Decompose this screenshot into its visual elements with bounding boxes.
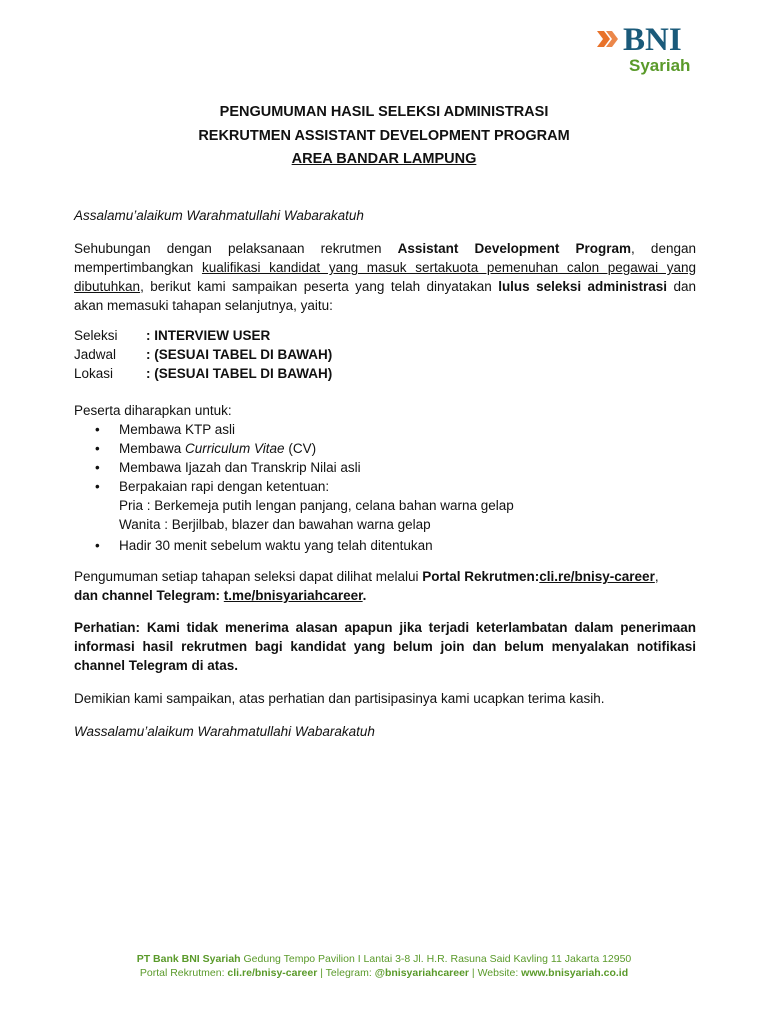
footer-sep: | Telegram: [317,967,375,979]
portal-label: Portal Rekrutmen: [422,569,540,584]
footer-contacts [0,966,768,980]
item-text: (CV) [284,441,317,456]
portal-text-2: , [654,569,659,584]
list-item [74,536,696,555]
bni-logo-mark-icon [596,28,622,50]
info-value: : (SESUAI TABEL DI BAWAH) [146,366,333,381]
item-text-italic: Curriculum Vitae [185,441,285,456]
item-text: Berpakaian rapi dengan ketentuan: [119,479,330,494]
closing-text: Demikian kami sampaikan, atas perhatian dan partisipasinya kami ucapkan terima kasih. [74,691,605,706]
requirements-list-cont [74,536,696,555]
footer-telegram[interactable]: @bnisyariahcareer [374,967,470,979]
footer-website[interactable]: www.bnisyariah.co.id [521,967,629,979]
title-line-1: PENGUMUMAN HASIL SELEKSI ADMINISTRASI [219,104,549,120]
telegram-link[interactable]: t.me/bnisyariahcareer [223,588,363,603]
portal-text-3: . [362,588,367,603]
logo-sub-text: Syariah [629,56,691,75]
title-area: AREA BANDAR LAMPUNG [291,151,477,167]
dress-code-women: Wanita : Berjilbab, blazer dan bawahan warna gelap [119,517,431,532]
item-text: Membawa Ijazah dan Transkrip Nilai asli [119,460,361,475]
footer-address-text: Gedung Tempo Pavilion I Lantai 3-8 Jl. H.R. Rasuna Said Kavling 11 Jakarta 12950 [240,953,632,965]
title-line-2: REKRUTMEN ASSISTANT DEVELOPMENT PROGRAM [198,128,570,144]
title-line-3 [0,151,768,167]
intro-paragraph [74,239,696,315]
participant-requirements [74,401,696,555]
list-item [74,477,696,496]
intro-text-1: Sehubungan dengan pelaksanaan rekrutmen [74,241,398,256]
intro-text-4: dan akan memasuki tahapan selanjutnya, yaitu: [74,279,696,313]
list-item [74,439,696,458]
portal-text-1: Pengumuman setiap tahapan seleksi dapat dilihat melalui [74,569,423,584]
info-label: Seleksi [74,328,118,343]
bni-syariah-logo [596,22,700,78]
status-text: lulus seleksi administrasi [498,279,668,294]
info-row-lokasi [74,364,696,383]
portal-link[interactable]: cli.re/bnisy-career [539,569,655,584]
requirements-heading: Peserta diharapkan untuk: [74,403,232,418]
criteria-text: kualifikasi kandidat yang masuk sertakuota pemenuhan calon pegawai yang dibutuhkan [74,260,696,294]
attention-notice: Perhatian: Kami tidak menerima alasan apapun jika terjadi keterlambatan dalam penerimaan informasi hasil rekrutmen bagi kandidat yang belum join dan belum menyalakan notifikasi channel Telegram di atas. [74,620,696,673]
info-row-seleksi [74,326,696,345]
info-row-jadwal [74,345,696,364]
footer-portal-link[interactable]: cli.re/bnisy-career [227,967,318,979]
bullet-icon: • [95,422,100,437]
portal-paragraph [74,567,696,605]
info-label: Jadwal [74,347,117,362]
selection-info [74,326,696,383]
item-text: Membawa KTP asli [119,422,236,437]
logo-brand-text: BNI [623,22,682,58]
footer-sep: | Website: [469,967,522,979]
list-item [74,458,696,477]
item-text: Membawa [119,441,186,456]
program-name: Assistant Development Program [397,241,632,256]
footer-address [0,952,768,966]
list-item [74,420,696,439]
bullet-icon: • [95,479,100,494]
info-value: : (SESUAI TABEL DI BAWAH) [146,347,333,362]
info-value: : INTERVIEW USER [146,328,271,343]
farewell: Wassalamu’alaikum Warahmatullahi Wabarakatuh [74,724,375,739]
requirements-list [74,420,696,496]
telegram-label: dan channel Telegram: [74,588,224,603]
bullet-icon: • [95,538,100,553]
intro-text-3: , berikut kami sampaikan peserta yang telah dinyatakan [140,279,499,294]
footer-portal-label: Portal Rekrutmen: [139,967,228,979]
bullet-icon: • [95,441,100,456]
item-text: Hadir 30 menit sebelum waktu yang telah ditentukan [119,538,433,553]
bullet-icon: • [95,460,100,475]
intro-text-2: , dengan mempertimbangkan [74,241,696,275]
dress-code-men: Pria : Berkemeja putih lengan panjang, celana bahan warna gelap [119,498,514,513]
footer-company: PT Bank BNI Syariah [136,953,241,965]
info-label: Lokasi [74,366,114,381]
greeting: Assalamu’alaikum Warahmatullahi Wabarakatuh [74,208,364,223]
